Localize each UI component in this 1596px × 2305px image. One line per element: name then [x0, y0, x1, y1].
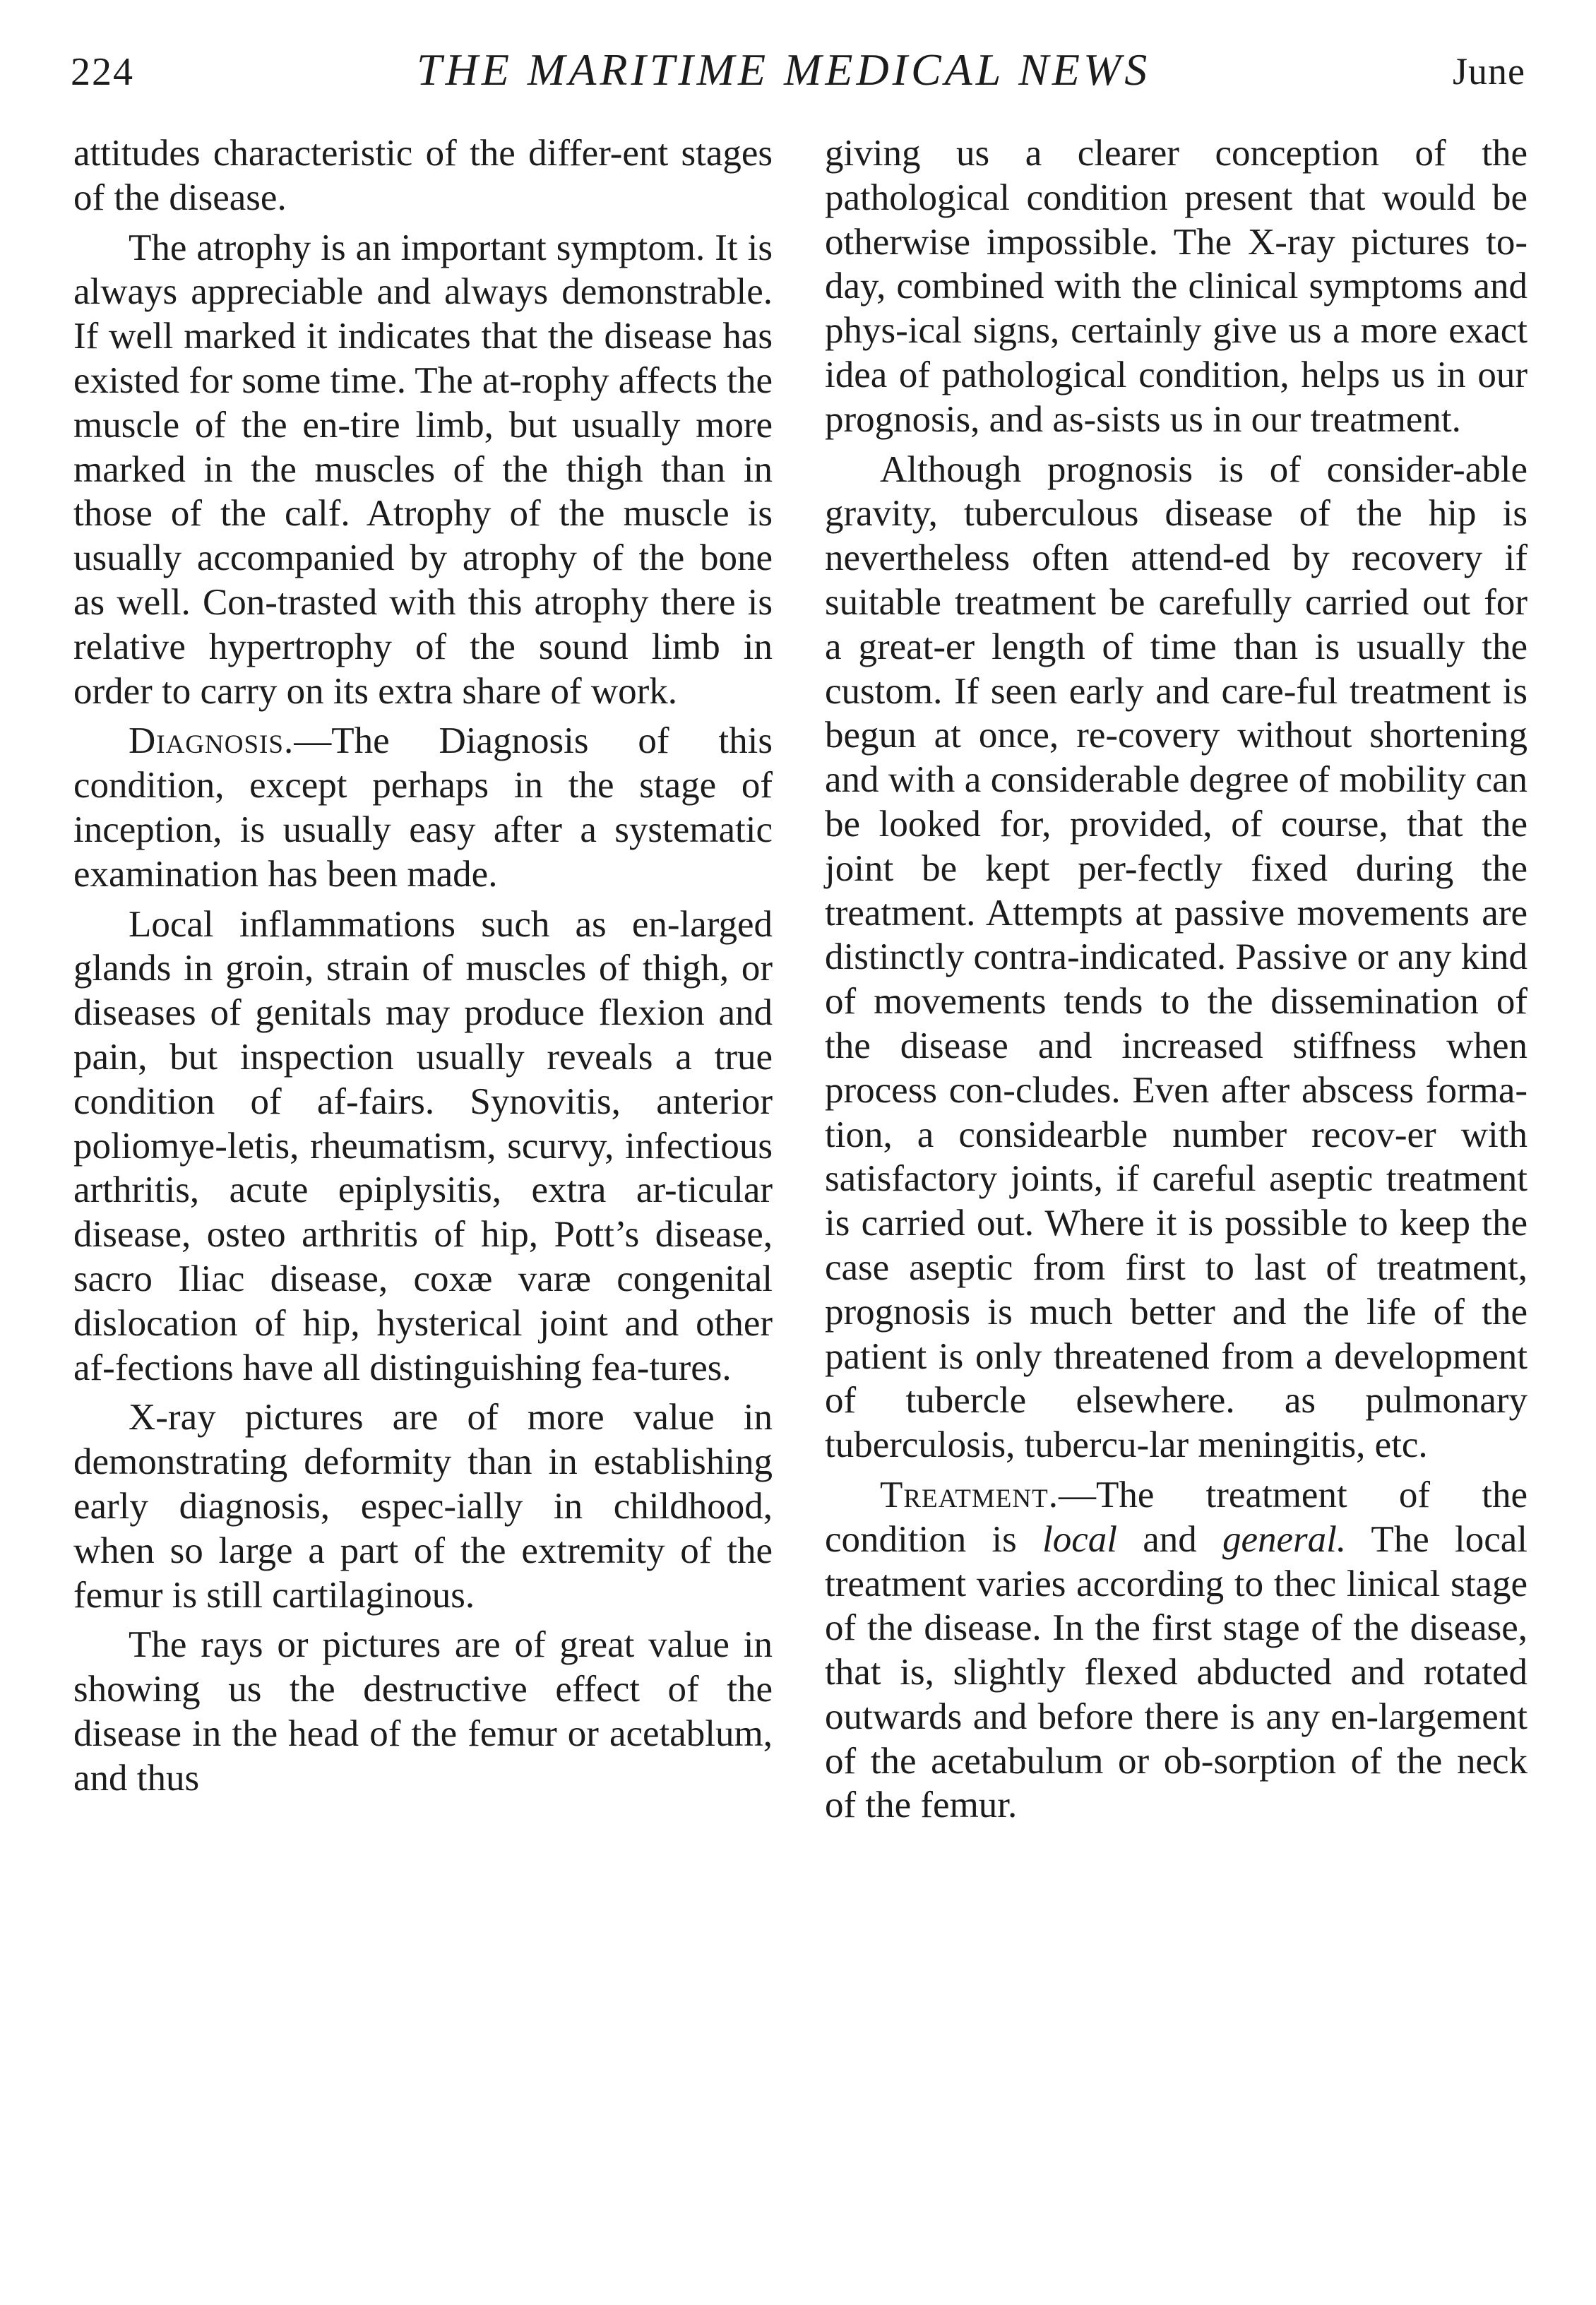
section-heading-diagnosis: Diagnosis. — [129, 720, 294, 762]
treatment-text-a: —The treatment of the condition is — [825, 1474, 1527, 1560]
paragraph-attitudes: attitudes characteristic of the differ-ent stages of the disease. — [73, 133, 773, 218]
paragraph-local-inflammations: Local inflammations such as en-larged glands in groin, strain of muscles of thigh, or diseases of genitals may produce flexion and pain, but inspection usually reveals a true condition of af-fairs. Synovitis, anterior poliomye-letis, rheumatism, scurvy, infectious arthritis, acute epiplysitis, extra ar-ticular disease, osteo arthritis of hip, Pott’s disease, sacro Iliac disease, coxæ varæ congenital dislocation of hip, hysterical joint and other af-fections have all distinguishing fea-tures. — [73, 903, 773, 1388]
paragraph-treatment — [825, 1473, 1527, 1828]
paragraph-diagnosis — [73, 719, 773, 896]
paragraph-atrophy: The atrophy is an important symptom. It is always appreciable and always demonstrable. If well marked it indicates that the disease has existed for some time. The at-rophy affects the muscle of the en-tire limb, but usually more marked in the muscles of the thigh than in those of the calf. Atrophy of the muscle is usually accompanied by atrophy of the bone as well. Con-trasted with this atrophy there is relative hypertrophy of the sound limb in order to carry on its extra share of work. — [73, 227, 773, 712]
paragraph-clearer-conception: giving us a clearer conception of the pathological condition present that would be otherwise impossible. The X-ray pictures to-day, combined with the clinical symptoms and phys-ical signs, certainly give us a more exact idea of pathological condition, helps us in our prognosis, and as-sists us in our treatment. — [825, 133, 1527, 440]
paragraph-rays-value: The rays or pictures are of great value in showing us the destructive effect of the disease in the head of the femur or acetablum, and thus — [73, 1624, 773, 1799]
issue-month: June — [1453, 50, 1525, 93]
paragraph-xray-pictures: X-ray pictures are of more value in demonstrating deformity than in establishing early diagnosis, espec-ially in childhood, when so large a part of the extremity of the femur is still cartilaginous. — [73, 1397, 773, 1616]
treatment-general: general. — [1222, 1518, 1347, 1560]
left-column — [73, 131, 773, 1806]
treatment-text-c: The local treatment varies according to thec linical stage of the disease. In the first stage of the disease, that is, slightly flexed abducted and rotated outwards and before there is any en-largement of the acetabulum or ob-sorption of the neck of the femur. — [825, 1518, 1527, 1826]
running-head — [71, 44, 1525, 107]
section-heading-treatment: Treatment. — [880, 1474, 1059, 1515]
treatment-local: local — [1042, 1518, 1117, 1560]
journal-title: THE MARITIME MEDICAL NEWS — [417, 44, 1151, 95]
right-column — [825, 131, 1527, 1833]
diagnosis-text: —The Diagnosis of this condition, except perhaps in the stage of inception, is usually easy after a systematic examination has been made. — [73, 720, 773, 895]
paragraph-prognosis: Although prognosis is of consider-able gravity, tuberculous disease of the hip is nevertheless often attend-ed by recovery if suitable treatment be carefully carried out for a great-er length of time than is usually the custom. If seen early and care-ful treatment is begun at once, re-covery without shortening and with a considerable degree of mobility can be looked for, provided, of course, that the joint be kept per-fectly fixed during the treatment. Attempts at passive movements are distinctly contra-indicated. Passive or any kind of movements tends to the dissemination of the disease and increased stiffness when process con-cludes. Even after abscess forma-tion, a considearble number recov-er with satisfactory joints, if careful aseptic treatment is carried out. Where it is possible to keep the case aseptic from first to last of treatment, prognosis is much better and the life of the patient is only threatened from a development of tubercle elsewhere. as pulmonary tuberculosis, tubercu-lar meningitis, etc. — [825, 448, 1527, 1466]
treatment-text-b: and — [1116, 1518, 1222, 1560]
page-number: 224 — [71, 50, 134, 94]
